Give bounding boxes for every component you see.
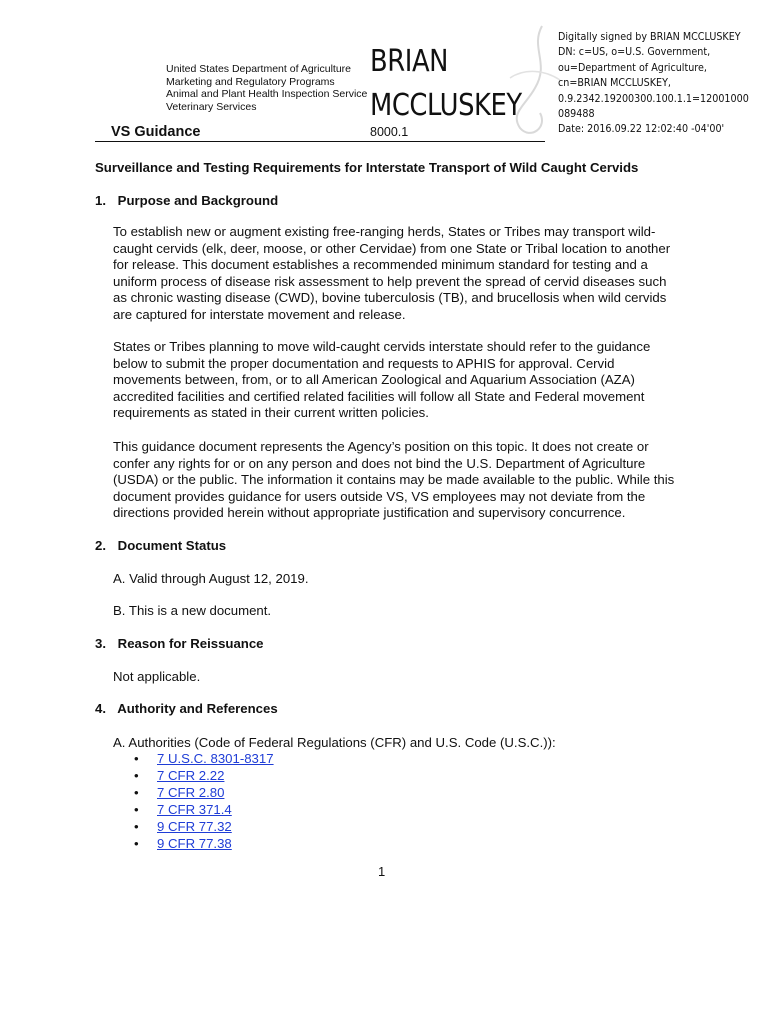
section-3-heading xyxy=(95,636,264,651)
section-number: 3. xyxy=(95,636,106,651)
section-4-heading xyxy=(95,701,278,716)
guidance-number: 8000.1 xyxy=(370,125,409,139)
agency-line: United States Department of Agriculture xyxy=(166,63,352,75)
signature-detail-line: 0.9.2342.19200300.100.1.1=12001000 xyxy=(558,93,749,105)
agency-line: Animal and Plant Health Inspection Service xyxy=(166,88,368,101)
signature-detail-line: DN: c=US, o=U.S. Government, xyxy=(558,47,711,59)
page-number: 1 xyxy=(378,864,386,879)
list-item xyxy=(134,751,274,768)
list-item xyxy=(134,819,274,836)
section-number: 1. xyxy=(95,193,106,208)
authorities-list xyxy=(134,751,274,852)
authority-link-9cfr-77-32[interactable]: 9 CFR 77.32 xyxy=(157,818,232,834)
digital-signature-details xyxy=(558,30,749,138)
agency-block xyxy=(166,63,367,114)
section-1-paragraph-3: This guidance document represents the Agency’s position on this topic. It does not create or confer any rights for or on any person and does not bind the U.S. Department of Agriculture (USDA) or the public. The information it contains may be made available to the public. While this document provides guidance for users outside VS, VS employees may not deviate from the directions provided herein without appropriate justification and supervisory concurrence. xyxy=(113,439,675,520)
section-1-heading xyxy=(95,193,278,208)
signature-detail-line: cn=BRIAN MCCLUSKEY, xyxy=(558,78,671,90)
list-item xyxy=(134,785,274,802)
authority-link-9cfr-77-38[interactable]: 9 CFR 77.38 xyxy=(157,835,232,851)
section-title: Purpose and Background xyxy=(117,193,279,208)
list-item xyxy=(134,836,274,853)
authority-link-7cfr-2-22[interactable]: 7 CFR 2.22 xyxy=(157,767,225,783)
signature-detail-line: 089488 xyxy=(558,109,595,121)
list-item xyxy=(134,768,274,785)
status-item-b: B. This is a new document. xyxy=(113,603,272,618)
section-2-heading xyxy=(95,538,226,553)
section-number: 4. xyxy=(95,701,106,716)
authorities-item-a: A. Authorities (Code of Federal Regulations (CFR) and U.S. Code (U.S.C.)): xyxy=(113,735,556,750)
signature-detail-line: Digitally signed by BRIAN MCCLUSKEY xyxy=(558,32,741,43)
section-title: Document Status xyxy=(117,538,227,553)
guidance-label: VS Guidance xyxy=(111,124,201,140)
section-title: Authority and References xyxy=(117,701,278,716)
reissuance-text: Not applicable. xyxy=(113,669,201,684)
signature-detail-line: ou=Department of Agriculture, xyxy=(558,62,707,74)
agency-line: Veterinary Services xyxy=(166,101,257,114)
section-1-paragraph-1: To establish new or augment existing free-ranging herds, States or Tribes may transport wild-caught cervids (elk, deer, moose, or other Cervidae) from one State or Tribal location to another for release. This document establishes a recommended minimum standard for testing and a uniform process of disease risk assessment to help prevent the spread of cervid diseases such as chronic wasting disease (CWD), bovine tuberculosis (TB), and brucellosis when wild cervids are captured for interstate movement and release. xyxy=(113,224,671,322)
status-item-a: A. Valid through August 12, 2019. xyxy=(113,571,309,586)
signature-name-first: BRIAN xyxy=(370,44,449,79)
header-divider xyxy=(95,141,545,142)
authority-link-usc-8301[interactable]: 7 U.S.C. 8301-8317 xyxy=(157,751,274,766)
authority-link-7cfr-2-80[interactable]: 7 CFR 2.80 xyxy=(157,784,225,800)
list-item xyxy=(134,802,274,819)
section-1-paragraph-2: States or Tribes planning to move wild-caught cervids interstate should refer to the guidance below to submit the proper documentation and requests to APHIS for approval. Cervid movements between, from, or to all American Zoological and Aquarium Association (AZA) accredited facilities and certified related facilities will follow all State and Federal movement requirements as stated in their current written policies. xyxy=(113,339,651,420)
agency-line: Marketing and Regulatory Programs xyxy=(166,75,335,88)
signature-name xyxy=(370,40,522,128)
section-number: 2. xyxy=(95,538,106,553)
document-title: Surveillance and Testing Requirements for Interstate Transport of Wild Caught Cervids xyxy=(95,160,639,175)
signature-detail-line: Date: 2016.09.22 12:02:40 -04'00' xyxy=(558,124,725,136)
section-title: Reason for Reissuance xyxy=(117,636,264,651)
authority-link-7cfr-371-4[interactable]: 7 CFR 371.4 xyxy=(157,801,232,817)
signature-name-last: MCCLUSKEY xyxy=(370,88,522,123)
